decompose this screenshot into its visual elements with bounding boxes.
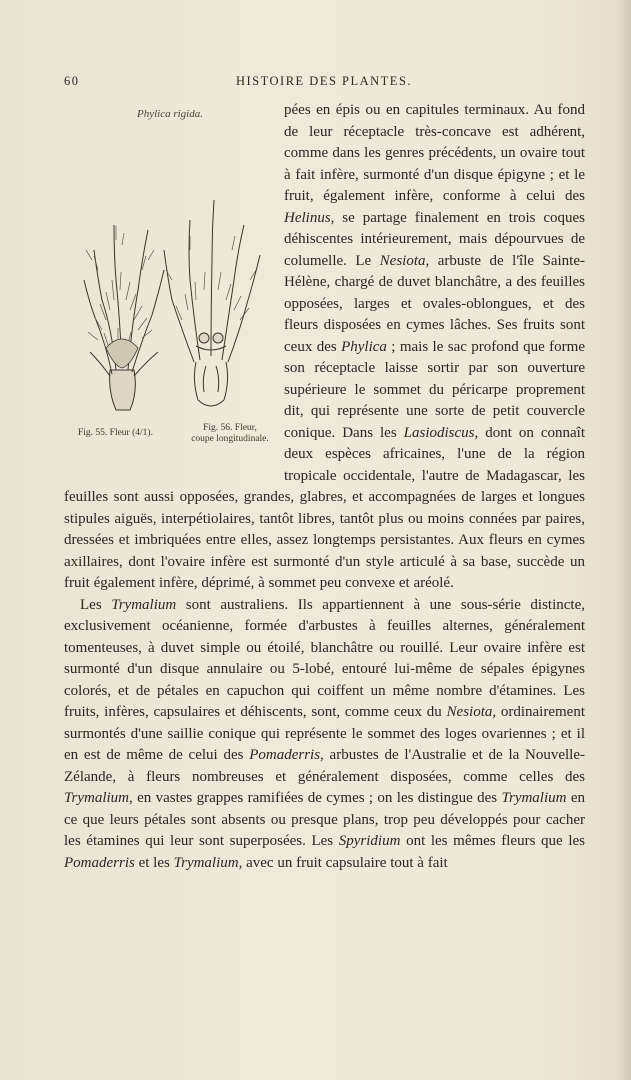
text-run: sont australiens. Ils appartiennent à une sous-série distincte, exclusivement océanienne, formée d'arbustes à feuilles alternes, généralement tomenteuses, à duvet simple ou étoilé, blanchâtre ou rouillé. Leur ovaire infère est surmonté d'un disque annulaire ou 5-lobé, entouré lui-même de sépales épigynes colorés, et de pétales en capuchon qui coiffent un même nombre d'étamines. Les fruits, infères, capsulaires et déhiscents, sont, comme ceux du xyxy=(64,596,585,720)
text-run: , en vastes grappes ramifiées de cymes ; on les distingue des xyxy=(129,790,502,806)
text-run: et les xyxy=(134,854,174,871)
text-run: en ce que leurs pétales sont absents ou presque plans, trop peu développés pour cacher les étamines qui leur sont superposées. Les xyxy=(64,790,585,849)
flower-illustrations xyxy=(72,130,268,420)
text-run: , avec un fruit capsulaire tout à fait xyxy=(238,854,448,871)
taxon-name: Helinus xyxy=(284,209,331,226)
taxon-name: Nesiota xyxy=(379,252,426,269)
figure-55-caption: Fig. 55. Fleur (4/1). xyxy=(78,428,153,438)
figure-phylica-rigida xyxy=(64,100,276,466)
page-number: 60 xyxy=(64,74,80,88)
figure-56-caption-line2: coupe longitudinale. xyxy=(191,434,269,444)
text-run: ; mais le sac profond que forme son réceptacle laisse sortir par son ouverture supérieure le sommet du péricarpe proprement dit, qui représente une sorte de petit couvercle conique. Dans les xyxy=(284,338,585,441)
taxon-name: Nesiota xyxy=(446,704,493,720)
figure-56-caption xyxy=(180,423,280,445)
taxon-name: Trymalium xyxy=(173,854,239,871)
taxon-name: Pomaderris xyxy=(64,854,135,871)
text-run: , dont on connaît deux espèces africaines, l'une de la région tropicale occidentale, l'autre de Madagascar, les feuilles sont aussi opposées, grandes, glabres, et accompagnées de larges et longues stipules aiguës, interpétiolaires, tantôt libres, tantôt plus ou moins connées par paires, dressées et imbriquées entre elles, assez longtemps persistantes. Aux fleurs en cymes axillaires, dont l'ovaire infère est surmonté d'un style articulé à sa base, succède un fruit également infère, déprimé, à sommet peu convexe et aréolé. xyxy=(64,424,585,591)
page-spine-shadow xyxy=(617,0,631,1080)
running-title: HISTOIRE DES PLANTES. xyxy=(235,74,413,88)
text-run: , arbuste de l'île Sainte-Hélène, chargé de duvet blanchâtre, a des feuilles opposées, larges et ovales-oblongues, et des fleurs disposées en cymes lâches. Ses fruits sont ceux des xyxy=(284,252,585,355)
page-header xyxy=(64,74,584,92)
figure-56-caption-line1: Fig. 56. Fleur, xyxy=(203,423,257,433)
paragraph-2 xyxy=(64,595,585,875)
taxon-name: Trymalium xyxy=(64,790,130,806)
text-run: , arbustes de l'Australie et de la Nouvelle-Zélande, à fleurs nombreuses et généralement disposées, comme celles des xyxy=(64,747,586,785)
taxon-name: Lasiodiscus xyxy=(403,424,475,441)
figure-title: Phylica rigida. xyxy=(137,108,203,120)
taxon-name: Phylica xyxy=(341,338,387,355)
text-run: , ordinairement surmontés d'une saillie conique qui représente le sommet des loges ovariennes ; et il en est de même de celui des xyxy=(64,704,585,763)
taxon-name: Spyridium xyxy=(338,833,401,849)
taxon-name: Pomaderris xyxy=(249,747,321,763)
text-run: pées en épis ou en capitules terminaux. Au fond de leur réceptacle très-concave est adhérent, comme dans les genres précédents, un ovaire tout à fait infère, surmonté d'un disque épigyne ; et le fruit, également infère, conforme à celui des xyxy=(284,102,585,204)
taxon-name: Trymalium xyxy=(111,596,177,613)
taxon-name: Trymalium xyxy=(501,790,567,806)
fig55-flower-drawing xyxy=(84,225,164,410)
body-text xyxy=(64,100,585,874)
text-run: ont les mêmes fleurs que les xyxy=(400,833,586,849)
text-run: , se partage finalement en trois coques déhiscentes intérieurement, mais dépourvues de columelle. Le xyxy=(284,209,585,269)
fig56-section-drawing xyxy=(164,200,260,406)
text-run: Les xyxy=(80,596,112,613)
